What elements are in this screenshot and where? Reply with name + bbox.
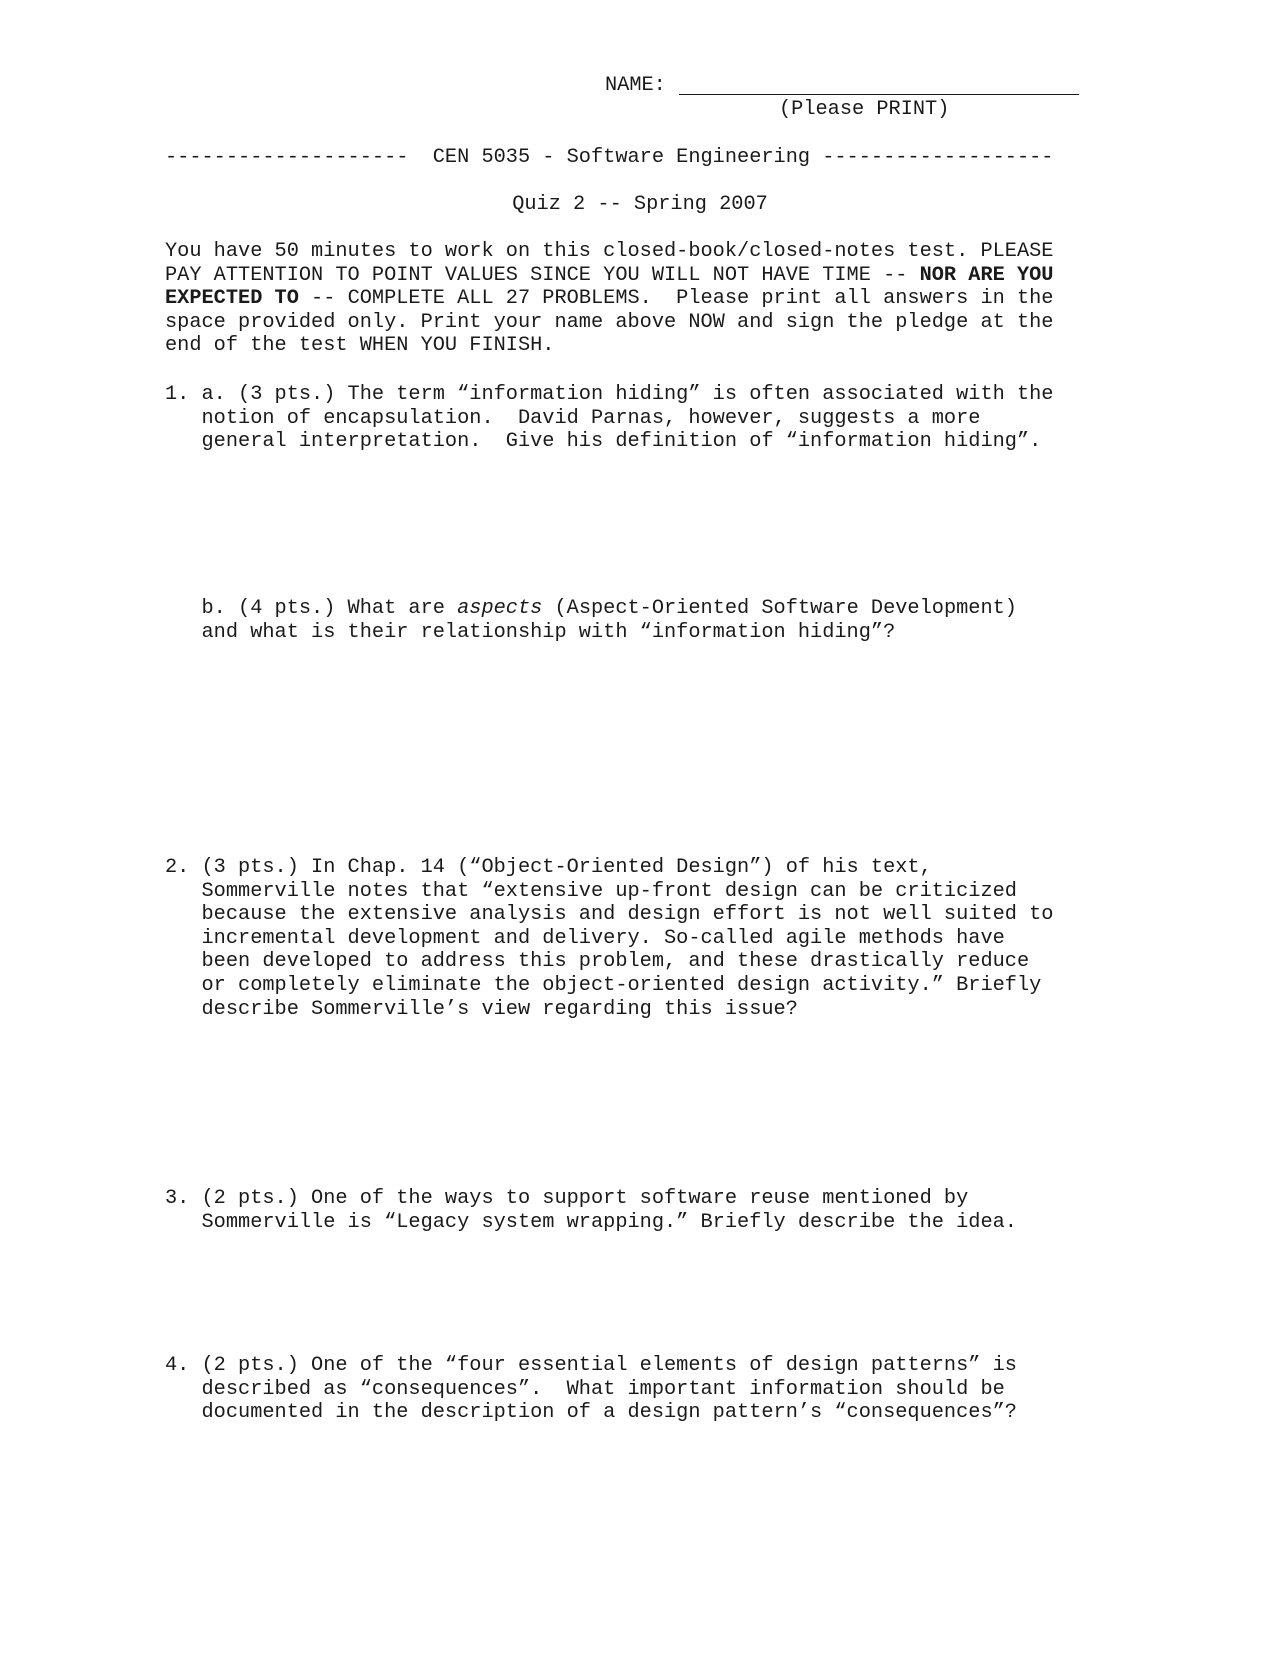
question-line xyxy=(165,597,1085,621)
question-line: 4. (2 pts.) One of the “four essential elements of design patterns” is xyxy=(165,1354,1017,1377)
question-3 xyxy=(165,1187,1085,1234)
instructions-line xyxy=(165,287,1085,311)
question-text: b. (4 pts.) What are xyxy=(165,597,458,620)
instructions-emphasis: EXPECTED TO xyxy=(165,287,299,311)
question-line: because the extensive analysis and design effort is not well suited to xyxy=(165,903,1054,927)
question-line: Sommerville notes that “extensive up-front design can be criticized xyxy=(165,879,1017,903)
quiz-title: Quiz 2 -- Spring 2007 xyxy=(512,193,768,216)
course-title-line: -------------------- CEN 5035 - Software Engineering ------------------- xyxy=(165,146,1054,169)
instructions xyxy=(165,240,1085,358)
question-line: documented in the description of a design pattern’s “consequences”? xyxy=(165,1401,1017,1425)
question-2 xyxy=(165,856,1085,1021)
question-line: or completely eliminate the object-oriented design activity.” Briefly xyxy=(165,973,1042,997)
question-line: Sommerville is “Legacy system wrapping.” Briefly describe the idea. xyxy=(165,1210,1017,1234)
question-line: notion of encapsulation. David Parnas, however, suggests a more xyxy=(165,406,981,430)
question-line: 2. (3 pts.) In Chap. 14 (“Object-Oriented Design”) of his text, xyxy=(165,856,932,879)
instructions-line: space provided only. Print your name above NOW and sign the pledge at the xyxy=(165,310,1054,334)
name-answer-line xyxy=(679,94,1079,95)
instructions-line xyxy=(165,264,1085,288)
question-text: (Aspect-Oriented Software Development) xyxy=(542,597,1017,620)
question-line: general interpretation. Give his definition of “information hiding”. xyxy=(165,430,1042,454)
question-1b xyxy=(165,597,1085,644)
instructions-line: You have 50 minutes to work on this closed-book/closed-notes test. PLEASE xyxy=(165,240,1054,263)
question-line: and what is their relationship with “information hiding”? xyxy=(165,620,896,644)
instructions-text: PAY ATTENTION TO POINT VALUES SINCE YOU WILL NOT HAVE TIME -- xyxy=(165,263,920,287)
question-term: aspects xyxy=(457,597,543,620)
question-line: 3. (2 pts.) One of the ways to support software reuse mentioned by xyxy=(165,1187,969,1210)
question-line: describe Sommerville’s view regarding this issue? xyxy=(165,997,798,1021)
name-label: NAME: xyxy=(605,74,666,97)
question-line: been developed to address this problem, and these drastically reduce xyxy=(165,950,1030,974)
instructions-emphasis: NOR ARE YOU xyxy=(919,263,1054,287)
instructions-text: -- COMPLETE ALL 27 PROBLEMS. Please print all answers in the xyxy=(298,287,1054,311)
question-4 xyxy=(165,1354,1085,1425)
question-line: incremental development and delivery. So-called agile methods have xyxy=(165,926,1005,950)
question-line: described as “consequences”. What important information should be xyxy=(165,1377,1005,1401)
question-1a xyxy=(165,383,1085,454)
please-print-note: (Please PRINT) xyxy=(779,98,950,121)
instructions-line: end of the test WHEN YOU FINISH. xyxy=(165,334,555,358)
question-line: 1. a. (3 pts.) The term “information hiding” is often associated with the xyxy=(165,383,1054,406)
